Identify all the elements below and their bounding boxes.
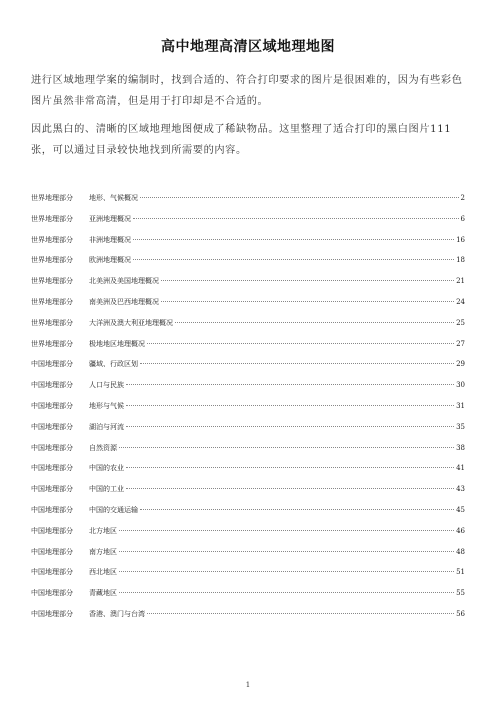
toc-section-label: 世界地理部分 [31,256,73,265]
toc-section-label: 中国地理部分 [31,443,73,452]
toc-entry[interactable] [31,401,465,422]
toc-section-label: 中国地理部分 [31,547,73,556]
toc-entry[interactable] [31,193,465,214]
table-of-contents [31,193,465,630]
toc-dot-leader [119,592,454,593]
toc-topic-label: 香港、澳门与台湾 [89,609,145,618]
toc-topic-label: 南方地区 [89,547,117,556]
toc-page-number: 29 [456,360,465,369]
toc-topic-label: 大洋洲及澳大利亚地理概况 [89,318,173,327]
toc-entry[interactable] [31,547,465,568]
toc-section-label: 世界地理部分 [31,339,73,348]
toc-entry[interactable] [31,609,465,630]
toc-topic-label: 极地地区地理概况 [89,339,145,348]
toc-dot-leader [161,280,454,281]
toc-dot-leader [140,509,454,510]
toc-page-number: 18 [456,256,465,265]
toc-entry[interactable] [31,526,465,547]
toc-entry[interactable] [31,214,465,235]
toc-entry[interactable] [31,339,465,360]
toc-section-label: 世界地理部分 [31,235,73,244]
toc-dot-leader [126,426,454,427]
toc-topic-label: 西北地区 [89,568,117,577]
toc-entry[interactable] [31,463,465,484]
toc-dot-leader [140,197,459,198]
toc-section-label: 中国地理部分 [31,589,73,598]
toc-section-label: 中国地理部分 [31,505,73,514]
toc-section-label: 世界地理部分 [31,297,73,306]
toc-dot-leader [147,613,454,614]
toc-page-number: 25 [456,318,465,327]
toc-dot-leader [133,239,454,240]
toc-entry[interactable] [31,588,465,609]
toc-dot-leader [119,571,454,572]
toc-section-label: 中国地理部分 [31,401,73,410]
toc-topic-label: 青藏地区 [89,589,117,598]
toc-topic-label: 欧洲地理概况 [89,256,131,265]
toc-topic-label: 人口与民族 [89,381,124,390]
toc-topic-label: 湖泊与河流 [89,422,124,431]
toc-page-number: 55 [456,589,465,598]
toc-dot-leader [140,363,454,364]
toc-entry[interactable] [31,297,465,318]
toc-topic-label: 亚洲地理概况 [89,214,131,223]
toc-entry[interactable] [31,255,465,276]
toc-dot-leader [119,447,454,448]
toc-dot-leader [119,530,454,531]
toc-section-label: 世界地理部分 [31,194,73,202]
toc-page-number: 45 [456,505,465,514]
toc-page-number: 6 [460,214,465,223]
toc-entry[interactable] [31,484,465,505]
toc-section-label: 中国地理部分 [31,568,73,577]
toc-entry[interactable] [31,276,465,297]
toc-dot-leader [161,301,454,302]
toc-entry[interactable] [31,567,465,588]
toc-page-number: 48 [456,547,465,556]
toc-topic-label: 南美洲及巴西地理概况 [89,297,159,306]
toc-topic-label: 非洲地理概况 [89,235,131,244]
toc-section-label: 中国地理部分 [31,381,73,390]
toc-page-number: 56 [456,609,465,618]
toc-page-number: 38 [456,443,465,452]
toc-topic-label: 中国的工业 [89,485,124,494]
toc-section-label: 世界地理部分 [31,214,73,223]
toc-section-label: 世界地理部分 [31,277,73,286]
toc-dot-leader [126,405,454,406]
toc-dot-leader [133,218,459,219]
page-number: 1 [245,681,251,689]
page-title: 高中地理高清区域地理地图 [161,39,335,55]
toc-entry[interactable] [31,318,465,339]
toc-page-number: 21 [456,277,465,286]
toc-dot-leader [175,322,454,323]
toc-dot-leader [126,384,454,385]
toc-page-number: 35 [456,422,465,431]
toc-page-number: 43 [456,485,465,494]
toc-dot-leader [126,467,454,468]
toc-page-number: 31 [456,401,465,410]
toc-section-label: 中国地理部分 [31,609,73,618]
toc-section-label: 中国地理部分 [31,422,73,431]
toc-page-number: 2 [460,194,465,202]
toc-dot-leader [147,343,454,344]
toc-topic-label: 北美洲及美国地理概况 [89,277,159,286]
toc-entry[interactable] [31,443,465,464]
toc-topic-label: 北方地区 [89,526,117,535]
toc-page-number: 41 [456,464,465,473]
toc-topic-label: 中国的农业 [89,464,124,473]
toc-section-label: 中国地理部分 [31,360,73,369]
toc-page-number: 16 [456,235,465,244]
toc-topic-label: 自然资源 [89,443,117,452]
intro-paragraph-1: 进行区域地理学案的编制时，找到合适的、符合打印要求的图片是很困难的，因为有些彩色图片虽然非常高清，但是用于打印却是不合适的。 [31,75,463,107]
toc-topic-label: 中国的交通运输 [89,505,138,514]
toc-dot-leader [119,551,454,552]
toc-section-label: 中国地理部分 [31,464,73,473]
toc-dot-leader [126,488,454,489]
toc-section-label: 中国地理部分 [31,526,73,535]
toc-topic-label: 地形与气候 [89,401,124,410]
toc-page-number: 24 [456,297,465,306]
toc-dot-leader [133,259,454,260]
toc-page-number: 51 [456,568,465,577]
toc-page-number: 46 [456,526,465,535]
toc-page-number: 27 [456,339,465,348]
toc-page-number: 30 [456,381,465,390]
toc-entry[interactable] [31,380,465,401]
toc-entry[interactable] [31,235,465,256]
toc-topic-label: 疆域、行政区划 [89,360,138,369]
intro-paragraph-2: 因此黑白的、清晰的区域地理地图便成了稀缺物品。这里整理了适合打印的黑白图片111张，可以通过目录较快地找到所需要的内容。 [31,124,452,156]
toc-entry[interactable] [31,505,465,526]
toc-entry[interactable] [31,422,465,443]
toc-topic-label: 地形、气候概况 [89,194,138,202]
toc-entry[interactable] [31,359,465,380]
toc-section-label: 中国地理部分 [31,485,73,494]
toc-section-label: 世界地理部分 [31,318,73,327]
